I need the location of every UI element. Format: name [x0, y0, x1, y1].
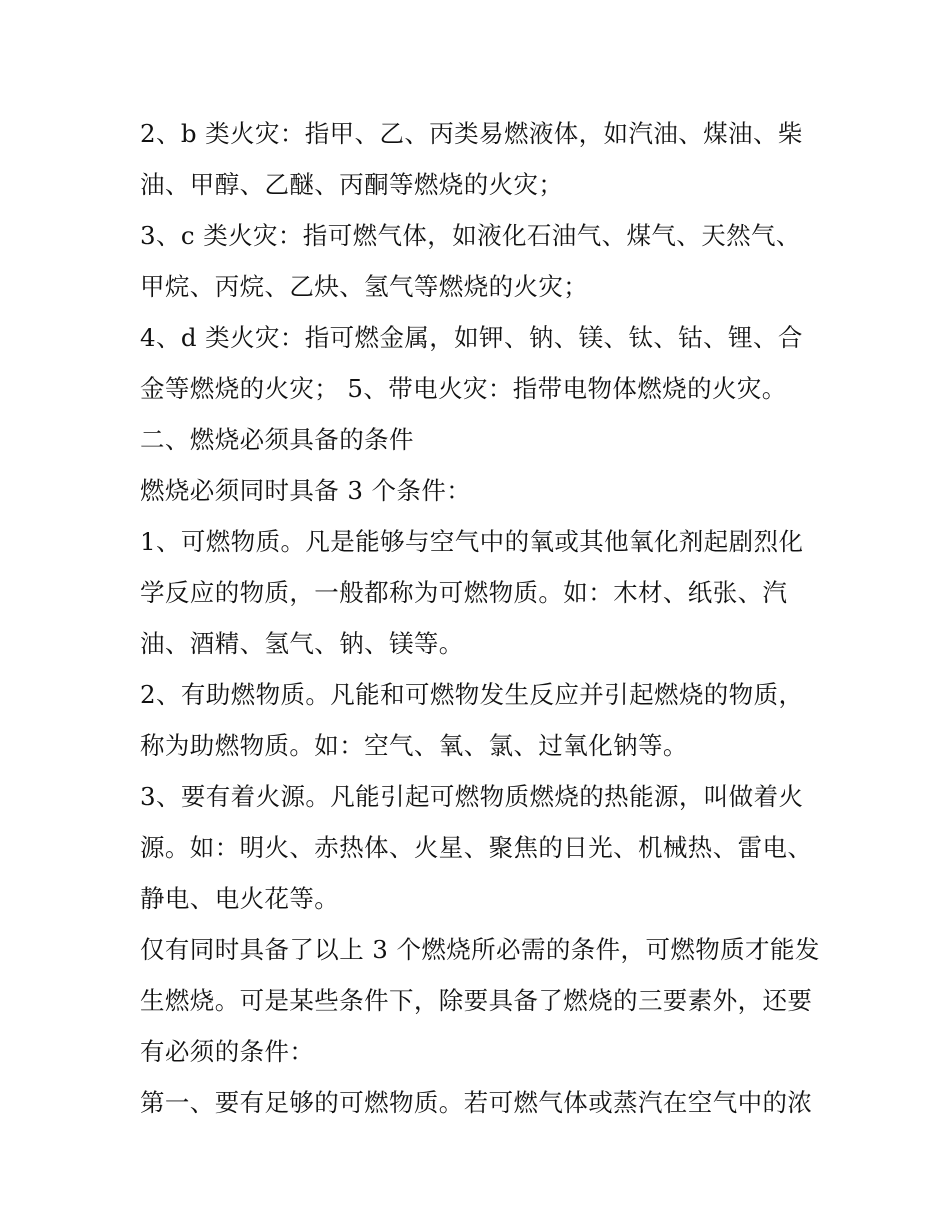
- text-line: 学反应的物质，一般都称为可燃物质。如：木材、纸张、汽: [140, 578, 788, 607]
- text-line: 有必须的条件：: [140, 1037, 315, 1066]
- text-line: 源。如：明火、赤热体、火星、聚焦的日光、机械热、雷电、: [140, 833, 813, 862]
- document-body: [140, 108, 830, 1128]
- text-line: 第一、要有足够的可燃物质。若可燃气体或蒸汽在空气中的浓: [140, 1088, 813, 1117]
- text-line: 静电、电火花等。: [140, 884, 340, 913]
- text-line: 称为助燃物质。如：空气、氧、氯、过氧化钠等。: [140, 731, 688, 760]
- section-heading: 二、燃烧必须具备的条件: [140, 425, 414, 454]
- text-line: 金等燃烧的火灾； 5、带电火灾：指带电物体燃烧的火灾。: [140, 374, 787, 403]
- text-line: 燃烧必须同时具备 3 个条件：: [140, 476, 472, 505]
- text-line: 3、c 类火灾：指可燃气体，如液化石油气、煤气、天然气、: [140, 221, 801, 250]
- text-line: 油、酒精、氢气、钠、镁等。: [140, 629, 464, 658]
- text-line: 生燃烧。可是某些条件下，除要具备了燃烧的三要素外，还要: [140, 986, 813, 1015]
- text-line: 油、甲醇、乙醚、丙酮等燃烧的火灾；: [140, 170, 564, 199]
- text-line: 仅有同时具备了以上 3 个燃烧所必需的条件，可燃物质才能发: [140, 935, 820, 964]
- text-line: 4、d 类火灾：指可燃金属，如钾、钠、镁、钛、钴、锂、合: [140, 323, 803, 352]
- text-line: 甲烷、丙烷、乙炔、氢气等燃烧的火灾；: [140, 272, 589, 301]
- text-line: 2、b 类火灾：指甲、乙、丙类易燃液体，如汽油、煤油、柴: [140, 119, 803, 148]
- text-line: 1、可燃物质。凡是能够与空气中的氧或其他氧化剂起剧烈化: [140, 527, 804, 556]
- text-line: 2、有助燃物质。凡能和可燃物发生反应并引起燃烧的物质，: [140, 680, 804, 709]
- text-line: 3、要有着火源。凡能引起可燃物质燃烧的热能源，叫做着火: [140, 782, 804, 811]
